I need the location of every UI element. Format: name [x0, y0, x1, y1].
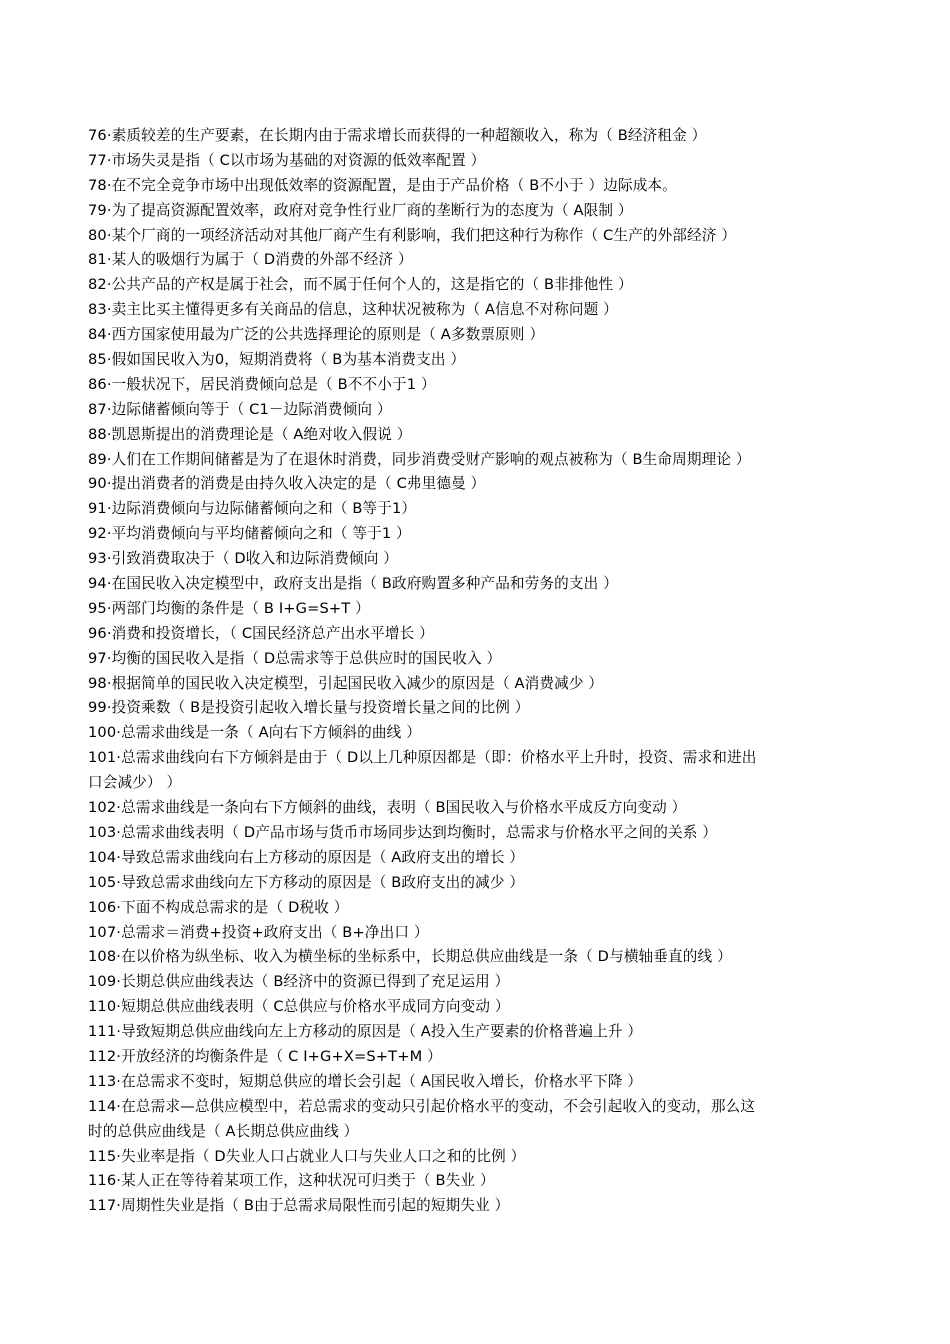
text-line: 117·周期性失业是指（ B由于总需求局限性而引起的短期失业 ） [88, 1197, 510, 1215]
text-line: 83·卖主比买主懂得更多有关商品的信息，这种状况被称为（ A信息不对称问题 ） [88, 301, 618, 319]
text-line: 时的总供应曲线是（ A长期总供应曲线 ） [88, 1122, 359, 1140]
text-line: 109·长期总供应曲线表达（ B经济中的资源已得到了充足运用 ） [88, 973, 510, 991]
text-line: 103·总需求曲线表明（ D产品市场与货币市场同步达到均衡时，总需求与价格水平之间的关系 ） [88, 823, 718, 841]
text-line: 96·消费和投资增长，（ C国民经济总产出水平增长 ） [88, 624, 434, 642]
text-line: 116·某人正在等待着某项工作，这种状况可归类于（ B失业 ） [88, 1172, 495, 1190]
text-line: 92·平均消费倾向与平均储蓄倾向之和（ 等于1 ） [88, 525, 411, 543]
text-line: 84·西方国家使用最为广泛的公共选择理论的原则是（ A多数票原则 ） [88, 326, 545, 344]
text-line: 115·失业率是指（ D失业人口占就业人口与失业人口之和的比例 ） [88, 1147, 526, 1165]
text-line: 105·导致总需求曲线向左下方移动的原因是（ B政府支出的减少 ） [88, 873, 525, 891]
text-line: 85·假如国民收入为0，短期消费将（ B为基本消费支出 ） [88, 351, 466, 369]
text-line: 102·总需求曲线是一条向右下方倾斜的曲线，表明（ B国民收入与价格水平成反方向变动 ） [88, 799, 687, 817]
text-line: 99·投资乘数（ B是投资引起收入增长量与投资增长量之间的比例 ） [88, 699, 530, 717]
text-line: 89·人们在工作期间储蓄是为了在退休时消费，同步消费受财产影响的观点被称为（ B生命周期理论 ） [88, 450, 751, 468]
text-line: 88·凯恩斯提出的消费理论是（ A绝对收入假说 ） [88, 425, 412, 443]
text-line: 106·下面不构成总需求的是（ D税收 ） [88, 898, 349, 916]
text-line: 114·在总需求—总供应模型中，若总需求的变动只引起价格水平的变动，不会引起收入的变动，那么这 [88, 1097, 756, 1115]
text-line: 97·均衡的国民收入是指（ D总需求等于总供应时的国民收入 ） [88, 649, 502, 667]
text-line: 110·短期总供应曲线表明（ C总供应与价格水平成同方向变动 ） [88, 998, 510, 1016]
text-line: 112·开放经济的均衡条件是（ C I+G+X=S+T+M ） [88, 1047, 442, 1065]
text-line: 108·在以价格为纵坐标、收入为横坐标的坐标系中，长期总供应曲线是一条（ D与横轴垂直的线 ） [88, 948, 732, 966]
text-line: 100·总需求曲线是一条（ A向右下方倾斜的曲线 ） [88, 724, 421, 742]
text-line: 111·导致短期总供应曲线向左上方移动的原因是（ A投入生产要素的价格普遍上升 ） [88, 1023, 643, 1041]
text-line: 101·总需求曲线向右下方倾斜是由于（ D以上几种原因都是（即：价格水平上升时，投资、需求和进出 [88, 749, 757, 767]
text-line: 98·根据简单的国民收入决定模型，引起国民收入减少的原因是（ A消费减少 ） [88, 674, 604, 692]
text-line: 90·提出消费者的消费是由持久收入决定的是（ C弗里德曼 ） [88, 475, 486, 493]
text-line: 口会减少） ） [88, 774, 182, 792]
document-page [88, 124, 868, 1219]
text-line: 104·导致总需求曲线向右上方移动的原因是（ A政府支出的增长 ） [88, 848, 525, 866]
text-line: 93·引致消费取决于（ D收入和边际消费倾向 ） [88, 550, 399, 568]
text-line: 113·在总需求不变时，短期总供应的增长会引起（ A国民收入增长，价格水平下降 ） [88, 1072, 643, 1090]
text-line: 95·两部门均衡的条件是（ B I+G=S+T ） [88, 599, 370, 617]
text-line: 94·在国民收入决定模型中，政府支出是指（ B政府购置多种产品和劳务的支出 ） [88, 575, 618, 593]
text-line: 79·为了提高资源配置效率，政府对竞争性行业厂商的垄断行为的态度为（ A限制 ） [88, 201, 633, 219]
text-line: 77·市场失灵是指（ C以市场为基础的对资源的低效率配置 ） [88, 151, 486, 169]
text-line: 76·素质较差的生产要素，在长期内由于需求增长而获得的一种超额收入，称为（ B经济租金 ） [88, 127, 707, 144]
text-line: 82·公共产品的产权是属于社会，而不属于任何个人的，这是指它的（ B非排他性 ） [88, 276, 633, 294]
text-line: 78·在不完全竞争市场中出现低效率的资源配置，是由于产品价格（ B不小于 ）边际成本。 [88, 176, 677, 194]
text-line: 81·某人的吸烟行为属于（ D消费的外部不经济 ） [88, 251, 413, 269]
text-line: 80·某个厂商的一项经济活动对其他厂商产生有利影响，我们把这种行为称作（ C生产的外部经济 ） [88, 226, 737, 244]
text-line: 107·总需求＝消费+投资+政府支出（ B+净出口 ） [88, 923, 429, 941]
text-line: 91·边际消费倾向与边际储蓄倾向之和（ B等于1） [88, 500, 417, 518]
text-line: 86·一般状况下，居民消费倾向总是（ B不不小于1 ） [88, 375, 436, 393]
text-line: 87·边际储蓄倾向等于（ C1－边际消费倾向 ） [88, 400, 392, 418]
